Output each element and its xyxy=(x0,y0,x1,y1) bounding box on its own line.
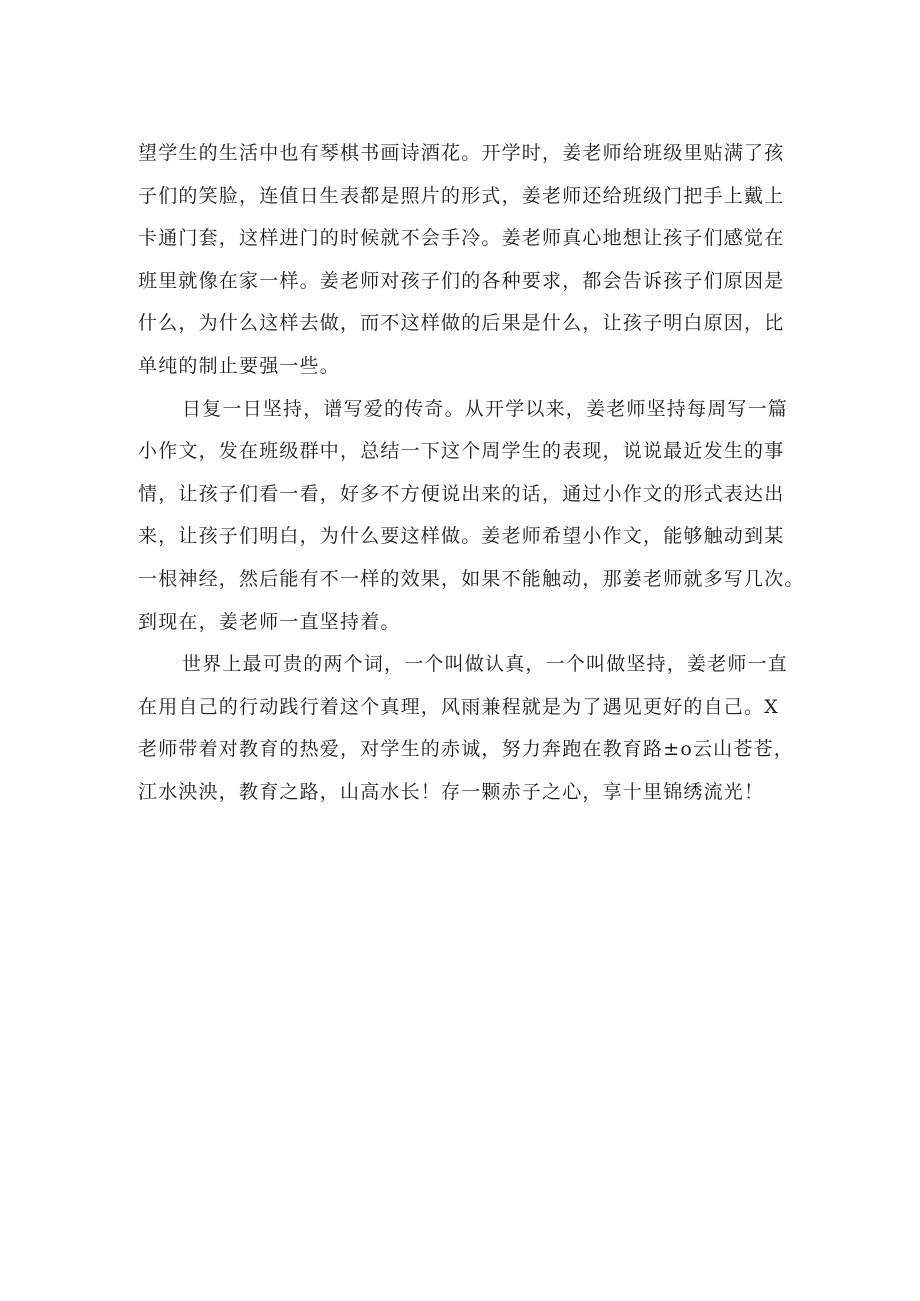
text-line: 到现在，姜老师一直坚持着。 xyxy=(138,610,401,633)
text-line: 江水泱泱，教育之路，山高水长！存一颗赤子之心，享十里锦绣流光！ xyxy=(138,780,765,803)
text-line: 望学生的生活中也有琴棋书画诗酒花。开学时，姜老师给班级里贴满了孩 xyxy=(138,142,785,164)
text-line: 在用自己的行动践行着这个真理，风雨兼程就是为了遇见更好的自己。X xyxy=(138,695,779,718)
text-line: 来，让孩子们明白，为什么要这样做。姜老师希望小作文，能够触动到某 xyxy=(138,525,785,548)
paragraph-3 xyxy=(138,643,798,813)
text-line: 班里就像在家一样。姜老师对孩子们的各种要求，都会告诉孩子们原因是 xyxy=(138,269,785,292)
text-line: 日复一日坚持，谱写爱的传奇。从开学以来，姜老师坚持每周写一篇 xyxy=(182,397,789,420)
paragraph-2 xyxy=(138,388,805,644)
document-body xyxy=(138,132,805,814)
paragraph-1 xyxy=(138,132,798,388)
text-line: 卡通门套，这样进门的时候就不会手冷。姜老师真心地想让孩子们感觉在 xyxy=(138,227,785,250)
text-line: 一根神经，然后能有不一样的效果，如果不能触动，那姜老师就多写几次。 xyxy=(138,567,805,590)
text-line: 子们的笑脸，连值日生表都是照片的形式，姜老师还给班级门把手上戴上 xyxy=(138,184,785,207)
text-line: 情，让孩子们看一看，好多不方便说出来的话，通过小作文的形式表达出 xyxy=(138,482,785,505)
text-line: 世界上最可贵的两个词，一个叫做认真，一个叫做坚持，姜老师一直 xyxy=(182,653,789,676)
text-line: 什么，为什么这样去做，而不这样做的后果是什么，让孩子明白原因，比 xyxy=(138,312,785,335)
text-line: 老师带着对教育的热爱，对学生的赤诚，努力奔跑在教育路±o云山苍苍， xyxy=(138,738,794,761)
text-line: 小作文，发在班级群中，总结一下这个周学生的表现，说说最近发生的事 xyxy=(138,440,785,463)
text-line: 单纯的制止要强一些。 xyxy=(138,354,341,377)
